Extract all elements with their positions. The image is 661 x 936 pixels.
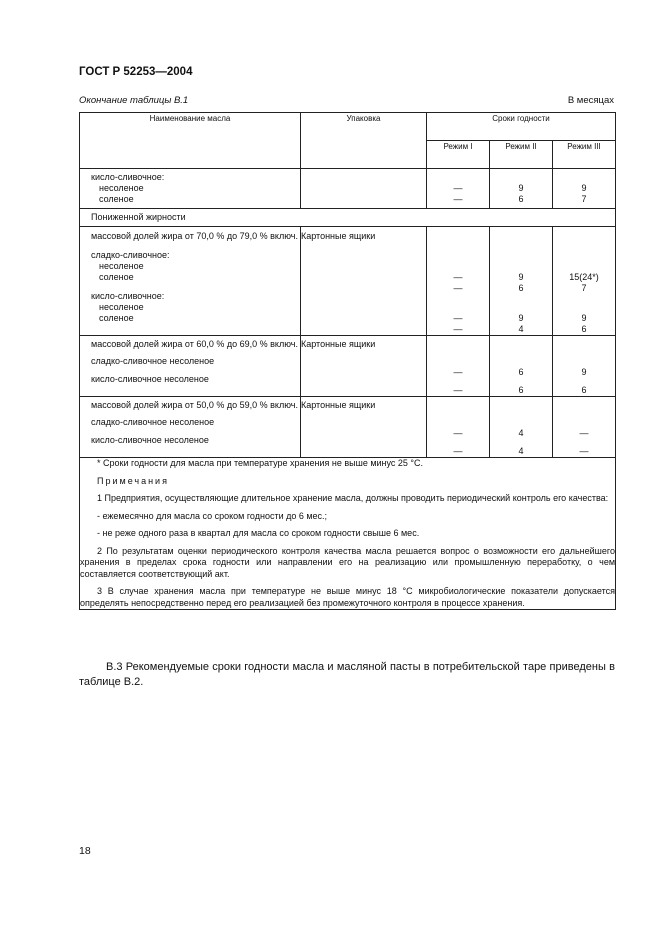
value-cell: 4 bbox=[518, 446, 524, 456]
value-cell: 9 bbox=[581, 313, 587, 323]
row-item: соленое bbox=[99, 194, 134, 204]
value-cell: 15(24*) bbox=[569, 272, 599, 282]
footnote: * Сроки годности для масла при температуре хранения не выше минус 25 °С. bbox=[97, 458, 424, 468]
value-cell: — bbox=[579, 446, 589, 456]
row-item: сладко-сливочное несоленое bbox=[91, 417, 215, 427]
note-2: 2 По результатам оценки периодического контроля качества масла решается вопрос о возможности его дальнейшего хранения в пределах срока годности или направлении его на реализацию или промышленную переработку, о чем составляется соответствующий акт. bbox=[80, 545, 616, 579]
value-cell: 6 bbox=[518, 385, 524, 395]
section-title: Пониженной жирности bbox=[91, 212, 186, 222]
value-cell: 6 bbox=[518, 194, 524, 204]
value-cell: 7 bbox=[581, 194, 587, 204]
header-package: Упаковка bbox=[301, 113, 427, 169]
value-cell: 6 bbox=[581, 324, 587, 334]
note-1: 1 Предприятия, осуществляющие длительное хранение масла, должны проводить периодический контроль его качества: bbox=[97, 493, 609, 503]
page-number: 18 bbox=[79, 845, 91, 857]
table-caption: Окончание таблицы В.1 bbox=[79, 95, 189, 106]
table-row bbox=[80, 169, 616, 209]
notes-row bbox=[80, 458, 616, 610]
note-1-item: - ежемесячно для масла со сроком годности до 6 мес.; bbox=[97, 510, 328, 521]
value-cell: 6 bbox=[581, 385, 587, 395]
value-cell: 9 bbox=[518, 313, 524, 323]
table-row bbox=[80, 227, 616, 336]
value-cell: — bbox=[453, 194, 463, 204]
table-row bbox=[80, 336, 616, 397]
value-cell: 9 bbox=[581, 367, 587, 377]
value-cell: 4 bbox=[518, 428, 524, 438]
row-item: несоленое bbox=[99, 183, 144, 193]
value-cell: 9 bbox=[518, 183, 524, 193]
row-item: несоленое bbox=[99, 261, 144, 271]
standard-title: ГОСТ Р 52253—2004 bbox=[79, 66, 193, 78]
row-item: соленое bbox=[99, 272, 134, 282]
units-caption: В месяцах bbox=[567, 95, 614, 106]
value-cell: 9 bbox=[581, 183, 587, 193]
header-mode-1: Режим I bbox=[427, 141, 490, 169]
header-mode-2: Режим II bbox=[490, 141, 553, 169]
value-cell: — bbox=[453, 367, 463, 377]
value-cell: — bbox=[453, 313, 463, 323]
row-title: кисло-сливочное: bbox=[91, 291, 165, 301]
value-cell: — bbox=[453, 428, 463, 438]
group-title: массовой долей жира от 50,0 % до 59,0 % включ. bbox=[91, 400, 298, 410]
row-item: кисло-сливочное несоленое bbox=[91, 374, 209, 384]
shelf-life-table bbox=[79, 112, 616, 610]
table-section-row bbox=[80, 209, 616, 227]
value-cell: — bbox=[453, 446, 463, 456]
row-title: сладко-сливочное: bbox=[91, 250, 170, 260]
header-mode-3: Режим III bbox=[553, 141, 616, 169]
row-item: кисло-сливочное несоленое bbox=[91, 435, 209, 445]
note-3: 3 В случае хранения масла при температуре не выше минус 18 °С микробиологические показатели допускается определять непосредственно перед его реализацией без промежуточного контроля в процессе хранения. bbox=[80, 586, 616, 608]
value-cell: 4 bbox=[518, 324, 524, 334]
value-cell: — bbox=[453, 283, 463, 293]
value-cell: — bbox=[453, 385, 463, 395]
table-row bbox=[80, 397, 616, 458]
value-cell: 7 bbox=[581, 283, 587, 293]
value-cell: — bbox=[453, 183, 463, 193]
row-item: сладко-сливочное несоленое bbox=[91, 356, 215, 366]
group-title: массовой долей жира от 70,0 % до 79,0 % включ. bbox=[91, 231, 298, 241]
package-cell: Картонные ящики bbox=[301, 397, 427, 458]
value-cell: — bbox=[453, 324, 463, 334]
row-item: несоленое bbox=[99, 302, 144, 312]
paragraph-b3: В.3 Рекомендуемые сроки годности масла и масляной пасты в потребительской таре приведены в таблице В.2. bbox=[79, 661, 615, 688]
package-cell: Картонные ящики bbox=[301, 336, 427, 397]
header-name: Наименование масла bbox=[80, 113, 301, 169]
value-cell: 6 bbox=[518, 283, 524, 293]
value-cell: — bbox=[579, 428, 589, 438]
value-cell: 6 bbox=[518, 367, 524, 377]
row-item: соленое bbox=[99, 313, 134, 323]
value-cell: — bbox=[453, 272, 463, 282]
group-title: массовой долей жира от 60,0 % до 69,0 % включ. bbox=[91, 339, 298, 349]
row-title: кисло-сливочное: bbox=[91, 172, 165, 182]
value-cell: 9 bbox=[518, 272, 524, 282]
package-cell: Картонные ящики bbox=[301, 227, 427, 336]
header-shelf-life: Сроки годности bbox=[427, 113, 616, 141]
notes-heading: Примечания bbox=[97, 475, 169, 486]
note-1-item: - не реже одного раза в квартал для масла со сроком годности свыше 6 мес. bbox=[97, 528, 420, 538]
